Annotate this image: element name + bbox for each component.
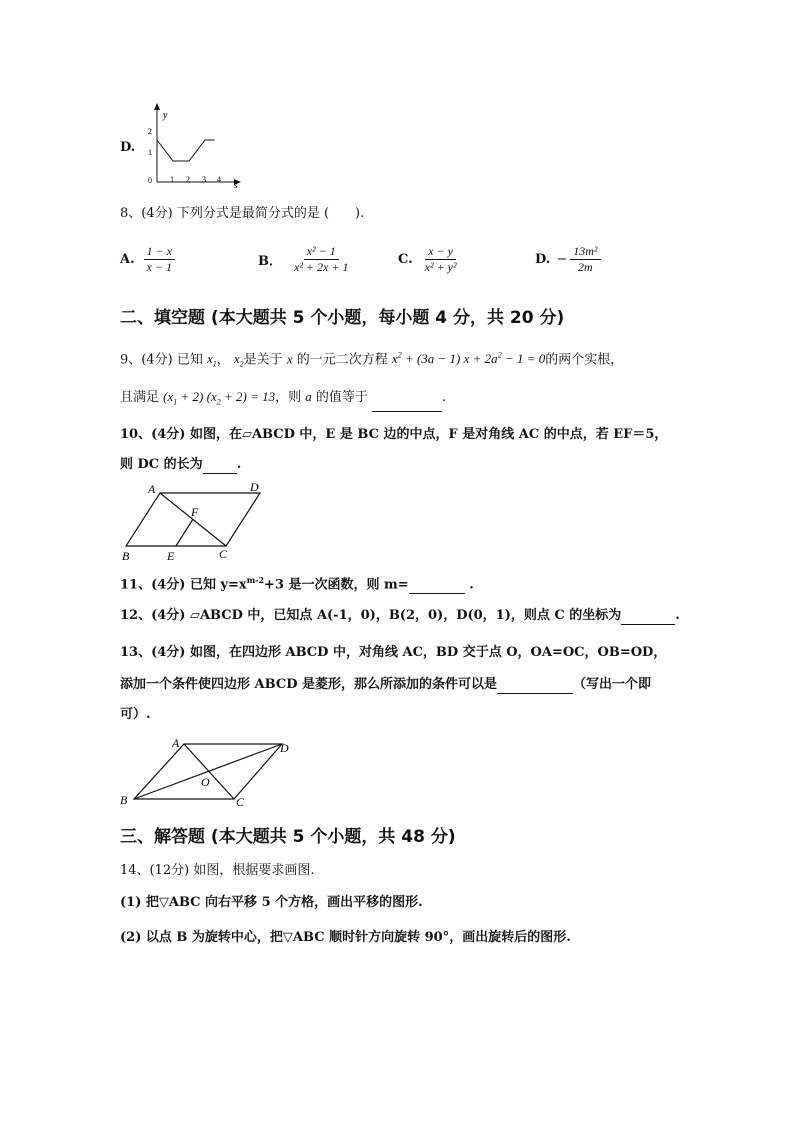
q13-quadrilateral-figure	[118, 733, 303, 811]
q13-answer-blank[interactable]	[497, 679, 573, 694]
q10-line-1: 10、(4分) 如图，在▱ABCD 中，E 是 BC 边的中点，F 是对角线 AC 的中点，若 EF＝5，	[120, 427, 668, 442]
q9-condition: $(x_1 + 2) (x_2 + 2) = 13$	[163, 389, 276, 407]
q8-option-b-num: x² − 1	[304, 244, 339, 260]
q8-option-b-fraction	[291, 244, 351, 275]
q8-option-d-label: D.	[535, 252, 551, 267]
q8-option-d-num: 13m²	[570, 244, 600, 260]
label-b: B	[122, 549, 130, 563]
q7-graph-line	[157, 140, 215, 161]
q12	[120, 607, 680, 625]
label-b: B	[120, 793, 128, 807]
label-c: C	[219, 547, 228, 561]
q14-part-2: (2) 以点 B 为旋转中心，把▽ABC 顺时针方向旋转 90°，画出旋转后的图形.	[120, 930, 571, 945]
label-c: C	[236, 795, 245, 809]
q8-option-a-num: 1 − x	[144, 244, 175, 260]
q12-end: .	[675, 608, 680, 623]
label-f: F	[191, 505, 199, 519]
q8-option-d-prefix: −	[556, 252, 568, 267]
section-3-heading: 三、解答题 (本大题共 5 个小题，共 48 分)	[120, 827, 456, 847]
q11-answer-blank[interactable]	[409, 579, 465, 594]
y-axis-label: y	[163, 110, 168, 121]
q8-option-a	[120, 244, 178, 275]
q11-exponent: m-2	[246, 575, 265, 585]
q12-text: 12、(4分) ▱ABCD 中，已知点 A(-1，0)，B(2，0)，D(0，1)，则点 C 的坐标为	[120, 608, 622, 623]
q8-option-c-label: C.	[398, 252, 413, 267]
y-axis-arrow	[154, 103, 160, 110]
q8-option-c-fraction	[422, 244, 460, 275]
q9-text-d: 的两个实根，	[545, 352, 624, 368]
q10-parallelogram-figure	[118, 478, 278, 564]
q9-text-c: 的一元二次方程	[296, 352, 388, 368]
q14-stem: 14、(12分) 如图，根据要求画图.	[120, 863, 315, 878]
q14-part-1: (1) 把▽ABC 向右平移 5 个方格，画出平移的图形.	[120, 895, 423, 910]
q9-text-e: 且满足	[120, 390, 160, 405]
q9-text-g: 的值等于	[315, 390, 368, 405]
q8-option-d-fraction	[570, 244, 600, 275]
q8-option-a-den: x − 1	[146, 260, 173, 274]
label-a: A	[148, 482, 156, 496]
q13-text: 添加一个条件使四边形 ABCD 是菱形，那么所添加的条件可以是	[120, 677, 497, 692]
q11-end: .	[464, 577, 474, 593]
q8-option-c-den: x² + y²	[424, 260, 457, 274]
label-a: A	[172, 736, 180, 750]
segment-ef	[176, 519, 193, 546]
q7-option-d-graph	[140, 100, 250, 192]
x-tick-4: 4	[217, 175, 221, 184]
x-tick-2: 2	[186, 175, 190, 184]
q11	[120, 571, 474, 594]
section-2-heading: 二、填空题 (本大题共 5 个小题，每小题 4 分，共 20 分)	[120, 308, 565, 328]
q8-option-a-label: A.	[120, 252, 135, 267]
y-tick-1: 1	[148, 148, 152, 157]
q10-text: 则 DC 的长为	[120, 457, 203, 472]
q7-option-d-label: D.	[120, 140, 136, 155]
q8-option-c-num: x − y	[425, 244, 456, 260]
q8-option-b-label: B．	[258, 254, 282, 269]
q9-end: .	[442, 390, 447, 405]
q9-text-a: 9、(4分) 已知	[120, 352, 203, 368]
q8-stem: 8、(4分) 下列分式是最简分式的是 ( ).	[120, 206, 365, 221]
q13-line-2	[120, 676, 651, 694]
q13-line-1: 13、(4分) 如图，在四边形 ABCD 中，对角线 AC，BD 交于点 O，OA=OC，OB=OD，	[120, 645, 667, 660]
label-o: O	[201, 775, 210, 789]
x-tick-0: 0	[148, 176, 152, 185]
x-tick-3: 3	[202, 175, 206, 184]
label-d: D	[250, 480, 259, 494]
q8-option-b	[258, 244, 354, 275]
q8-option-c	[398, 244, 463, 275]
q8-option-a-fraction	[144, 244, 175, 275]
x-axis-label: s	[234, 180, 238, 190]
x-tick-1: 1	[170, 175, 174, 184]
q8-option-d	[535, 244, 604, 275]
q9-text-b: 是关于	[243, 352, 283, 368]
q9-answer-blank[interactable]	[372, 397, 442, 412]
q13-line-3: 可）.	[120, 707, 151, 722]
q9-text-f: ，则	[275, 390, 302, 405]
q9-equation: $x^2 + (3a - 1) x + 2a^2 - 1 = 0$	[391, 351, 546, 367]
label-e: E	[167, 549, 175, 563]
q8-option-b-den: x² + 2x + 1	[294, 260, 349, 274]
diagonal-bd	[134, 744, 282, 799]
q10-end: .	[236, 457, 242, 472]
q10-answer-blank[interactable]	[203, 459, 237, 474]
q9-line-1: 9、(4分) 已知 $x_1$， $x_2$是关于 x 的一元二次方程 $x^2 + (3a - 1) x + 2a^2 - 1 = 0$的两个实根，	[120, 351, 624, 369]
q8-option-d-den: 2m	[578, 260, 593, 274]
q13-end: （写出一个即	[573, 677, 652, 692]
y-tick-2: 2	[148, 127, 152, 136]
q11-text-a: 11、(4分) 已知 y=x	[120, 577, 247, 593]
q9-line-2: 且满足 $(x_1 + 2) (x_2 + 2) = 13$，则 a 的值等于 .	[120, 388, 446, 412]
q12-answer-blank[interactable]	[621, 610, 675, 625]
label-d: D	[280, 741, 289, 755]
q10-line-2	[120, 456, 241, 474]
q11-text-b: +3 是一次函数，则 m=	[264, 577, 409, 593]
